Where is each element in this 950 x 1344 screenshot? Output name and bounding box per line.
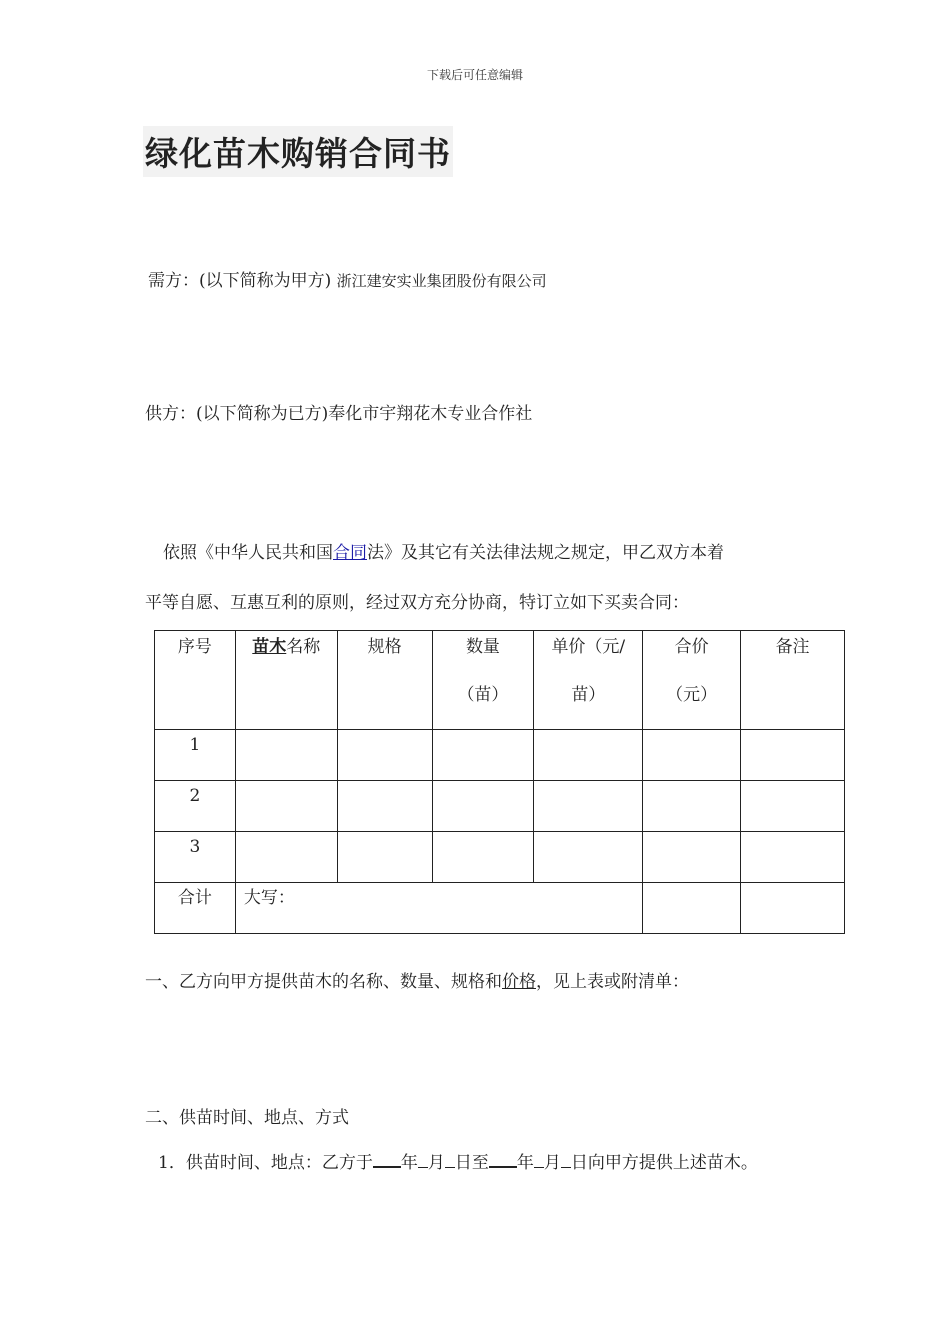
day-blank[interactable] (445, 1153, 455, 1168)
row-cell[interactable] (432, 832, 534, 883)
row-cell[interactable] (337, 832, 432, 883)
intro-line-1 (163, 538, 724, 563)
row-cell[interactable] (534, 832, 643, 883)
clause-2-1 (158, 1148, 758, 1173)
header-price-unit: 苗） (571, 685, 606, 705)
table-total-row (155, 883, 845, 934)
row-cell[interactable] (534, 730, 643, 781)
clause-2-1-tail: 日向甲方提供上述苗木。 (570, 1153, 758, 1173)
header-spec: 规格 (337, 631, 432, 730)
capital-label: 大写： (243, 888, 295, 908)
intro-line-2: 平等自愿、互惠互利的原则，经过双方充分协商，特订立如下买卖合同： (145, 593, 689, 613)
header-qty (432, 631, 534, 730)
supplier-label: 供方：(以下简称为已方) (145, 404, 329, 424)
total-remark-cell[interactable] (741, 883, 845, 934)
row-cell[interactable] (432, 781, 534, 832)
header-name (235, 631, 337, 730)
total-amount-cell[interactable] (643, 883, 741, 934)
header-note: 下载后可任意编辑 (426, 68, 523, 82)
year-blank-2[interactable] (489, 1152, 517, 1168)
row-cell[interactable] (235, 832, 337, 883)
month-blank-2[interactable] (534, 1153, 544, 1168)
header-remark: 备注 (741, 631, 845, 730)
header-price-label: 单价（元/ (551, 637, 626, 657)
row-cell[interactable] (741, 781, 845, 832)
year-label: 年 (400, 1153, 418, 1173)
row-no: 2 (155, 781, 236, 832)
row-cell[interactable] (643, 781, 741, 832)
month-blank[interactable] (418, 1153, 428, 1168)
row-cell[interactable] (643, 832, 741, 883)
supplier-name: 奉化市宇翔花木专业合作社 (328, 404, 533, 424)
row-cell[interactable] (432, 730, 534, 781)
row-cell[interactable] (741, 730, 845, 781)
clause-1-text: 一、乙方向甲方提供苗木的名称、数量、规格和 (145, 972, 502, 992)
month-label: 月 (427, 1153, 445, 1173)
row-cell[interactable] (741, 832, 845, 883)
row-cell[interactable] (643, 730, 741, 781)
row-no: 3 (155, 832, 236, 883)
month-label-2: 月 (543, 1153, 561, 1173)
day-blank-2[interactable] (561, 1153, 571, 1168)
row-cell[interactable] (337, 730, 432, 781)
header-price (534, 631, 643, 730)
buyer-name: 浙江建安实业集团股份有限公司 (336, 272, 547, 290)
supplier-line (145, 399, 532, 424)
header-qty-unit: （苗） (457, 685, 509, 705)
buyer-line (148, 266, 547, 291)
intro-text-2: 法》及其它有关法律法规之规定，甲乙双方本着 (367, 543, 724, 563)
row-cell[interactable] (534, 781, 643, 832)
row-cell[interactable] (337, 781, 432, 832)
clause-1-tail: ，见上表或附清单： (536, 972, 689, 992)
header-no: 序号 (155, 631, 236, 730)
row-cell[interactable] (235, 730, 337, 781)
clause-2-title: 二、供苗时间、地点、方式 (145, 1108, 349, 1128)
header-amount (643, 631, 741, 730)
document-title: 绿化苗木购销合同书 (143, 126, 453, 177)
header-amount-label: 合价 (674, 637, 709, 657)
goods-table (154, 630, 845, 934)
day-to-label: 日至 (454, 1153, 489, 1173)
clause-1 (145, 967, 689, 992)
clause-1-price: 价格 (502, 972, 536, 992)
table-header-row (155, 631, 845, 730)
table-row (155, 781, 845, 832)
intro-text-1: 依照《中华人民共和国 (163, 543, 333, 563)
row-no: 1 (155, 730, 236, 781)
capital-amount-cell[interactable] (235, 883, 642, 934)
table-row (155, 730, 845, 781)
header-name-underlined: 苗木 (252, 637, 287, 657)
header-qty-label: 数量 (465, 637, 500, 657)
table-row (155, 832, 845, 883)
buyer-label: 需方：(以下简称为甲方) (148, 271, 332, 291)
contract-link[interactable]: 合同 (333, 543, 367, 563)
year-label-2: 年 (516, 1153, 534, 1173)
row-cell[interactable] (235, 781, 337, 832)
header-amount-unit: （元） (666, 685, 718, 705)
clause-2-1-text: 1．供苗时间、地点：乙方于 (158, 1153, 373, 1173)
total-label: 合计 (155, 883, 236, 934)
header-name-rest: 名称 (286, 637, 321, 657)
year-blank[interactable] (373, 1152, 401, 1168)
